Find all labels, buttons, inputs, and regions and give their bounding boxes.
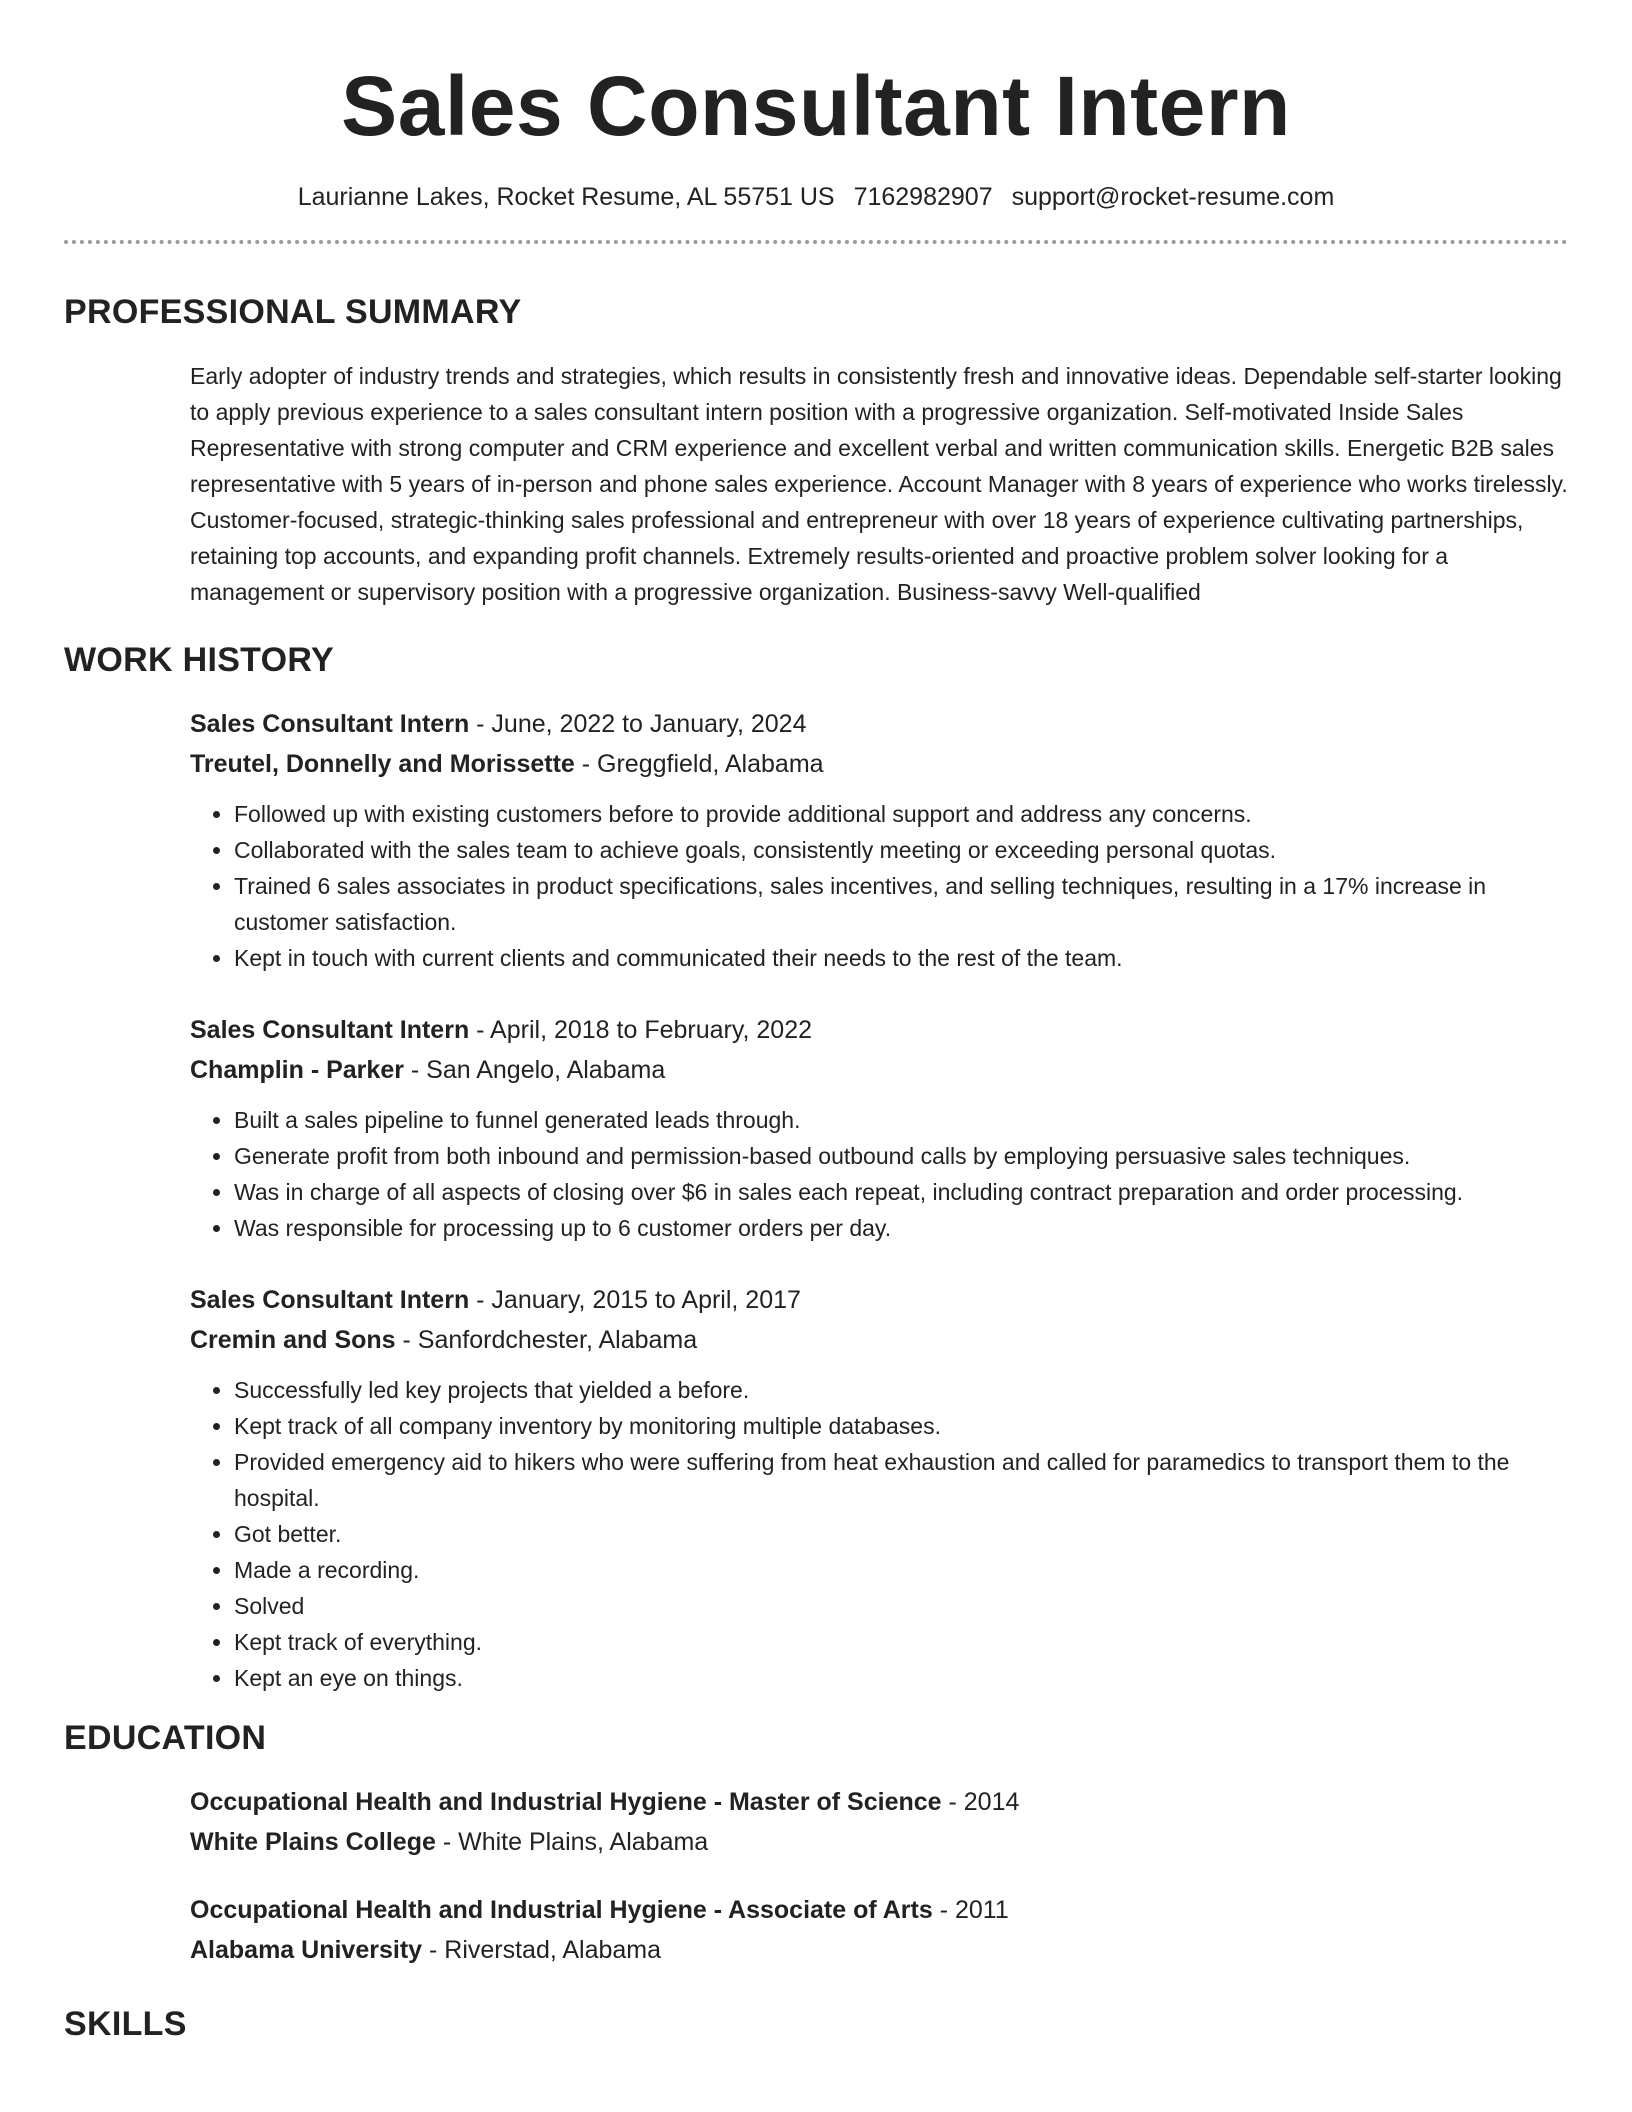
- job-bullet: • Kept in touch with current clients and communicated their needs to the rest of the team.: [234, 940, 1568, 976]
- job-dates: - April, 2018 to February, 2022: [469, 1016, 813, 1044]
- education-degree: Occupational Health and Industrial Hygiene - Master of Science: [190, 1788, 942, 1816]
- job-company-line: [190, 1320, 1568, 1360]
- job-company: Treutel, Donnelly and Morissette: [190, 750, 575, 778]
- education-school-line: [190, 1930, 1568, 1970]
- job-bullets: [190, 796, 1568, 976]
- job-bullet: • Was in charge of all aspects of closing over $6 in sales each repeat, including contract preparation and order processing.: [234, 1174, 1568, 1210]
- job-bullets: [190, 1102, 1568, 1246]
- education-section: [64, 1716, 1568, 1970]
- contact-address: Laurianne Lakes, Rocket Resume, AL 55751 US: [297, 183, 835, 211]
- education-year: - 2011: [932, 1896, 1009, 1924]
- job-bullet: • Kept track of all company inventory by monitoring multiple databases.: [234, 1408, 1568, 1444]
- summary-section: [64, 290, 1568, 610]
- contact-phone: 7162982907: [853, 183, 993, 211]
- job-company: Cremin and Sons: [190, 1326, 396, 1354]
- education-degree-line: [190, 1890, 1568, 1930]
- education-school-line: [190, 1822, 1568, 1862]
- contact-email: support@rocket-resume.com: [1011, 183, 1335, 211]
- job-bullet: • Successfully led key projects that yielded a before.: [234, 1372, 1568, 1408]
- skills-title: SKILLS: [64, 2005, 187, 2043]
- job-bullet: • Kept track of everything.: [234, 1624, 1568, 1660]
- header-divider: [64, 240, 1568, 244]
- skills-section: [64, 2002, 1568, 2046]
- job-dates: - June, 2022 to January, 2024: [469, 710, 807, 738]
- candidate-name: Sales Consultant Intern: [341, 59, 1291, 153]
- job-title-line: [190, 704, 1568, 744]
- education-entry: [190, 1890, 1568, 1970]
- job-company-line: [190, 1050, 1568, 1090]
- education-degree-line: [190, 1782, 1568, 1822]
- education-location: - White Plains, Alabama: [435, 1828, 709, 1856]
- job-bullet: • Solved: [234, 1588, 1568, 1624]
- job-entry: [190, 1010, 1568, 1246]
- job-title-line: [190, 1280, 1568, 1320]
- job-bullet: • Followed up with existing customers before to provide additional support and address any concerns.: [234, 796, 1568, 832]
- work-history-title: WORK HISTORY: [64, 641, 334, 679]
- job-bullets: [190, 1372, 1568, 1696]
- summary-title: PROFESSIONAL SUMMARY: [64, 293, 522, 331]
- job-bullet: • Was responsible for processing up to 6 customer orders per day.: [234, 1210, 1568, 1246]
- job-bullet: • Collaborated with the sales team to achieve goals, consistently meeting or exceeding personal quotas.: [234, 832, 1568, 868]
- summary-text: Early adopter of industry trends and strategies, which results in consistently fresh and innovative ideas. Dependable self-starter looking to apply previous experience to a sales consultant intern position with a progressive organization. Self-motivated Inside Sales Representative with strong computer and CRM experience and excellent verbal and written communication skills. Energetic B2B sales representative with 5 years of in-person and phone sales experience. Account Manager with 8 years of experience who works tirelessly. Customer-focused, strategic-thinking sales professional and entrepreneur with over 18 years of experience cultivating partnerships, retaining top accounts, and expanding profit channels. Extremely results-oriented and proactive problem solver looking for a management or supervisory position with a progressive organization. Business-savvy Well-qualified: [190, 363, 1568, 605]
- education-year: - 2014: [941, 1788, 1020, 1816]
- job-bullet: • Made a recording.: [234, 1552, 1568, 1588]
- job-location: - Greggfield, Alabama: [574, 750, 824, 778]
- education-entry: [190, 1782, 1568, 1862]
- job-bullet: • Generate profit from both inbound and permission-based outbound calls by employing persuasive sales techniques.: [234, 1138, 1568, 1174]
- education-title: EDUCATION: [64, 1719, 267, 1757]
- job-location: - San Angelo, Alabama: [403, 1056, 666, 1084]
- contact-line: [64, 180, 1568, 214]
- job-company-line: [190, 744, 1568, 784]
- job-company: Champlin - Parker: [190, 1056, 404, 1084]
- work-history-section: [64, 638, 1568, 1696]
- education-degree: Occupational Health and Industrial Hygiene - Associate of Arts: [190, 1896, 933, 1924]
- job-bullet: • Kept an eye on things.: [234, 1660, 1568, 1696]
- job-bullet: • Built a sales pipeline to funnel generated leads through.: [234, 1102, 1568, 1138]
- education-location: - Riverstad, Alabama: [422, 1936, 662, 1964]
- job-role: Sales Consultant Intern: [190, 1286, 470, 1314]
- job-dates: - January, 2015 to April, 2017: [469, 1286, 801, 1314]
- job-bullet: • Trained 6 sales associates in product specifications, sales incentives, and selling techniques, resulting in a 17% increase in customer satisfaction.: [234, 868, 1568, 940]
- job-title-line: [190, 1010, 1568, 1050]
- job-location: - Sanfordchester, Alabama: [395, 1326, 698, 1354]
- education-school: White Plains College: [190, 1828, 436, 1856]
- education-school: Alabama University: [190, 1936, 423, 1964]
- job-bullet: • Provided emergency aid to hikers who were suffering from heat exhaustion and called for paramedics to transport them to the hospital.: [234, 1444, 1568, 1516]
- job-role: Sales Consultant Intern: [190, 1016, 470, 1044]
- job-entry: [190, 704, 1568, 976]
- job-role: Sales Consultant Intern: [190, 710, 470, 738]
- job-entry: [190, 1280, 1568, 1696]
- job-bullet: • Got better.: [234, 1516, 1568, 1552]
